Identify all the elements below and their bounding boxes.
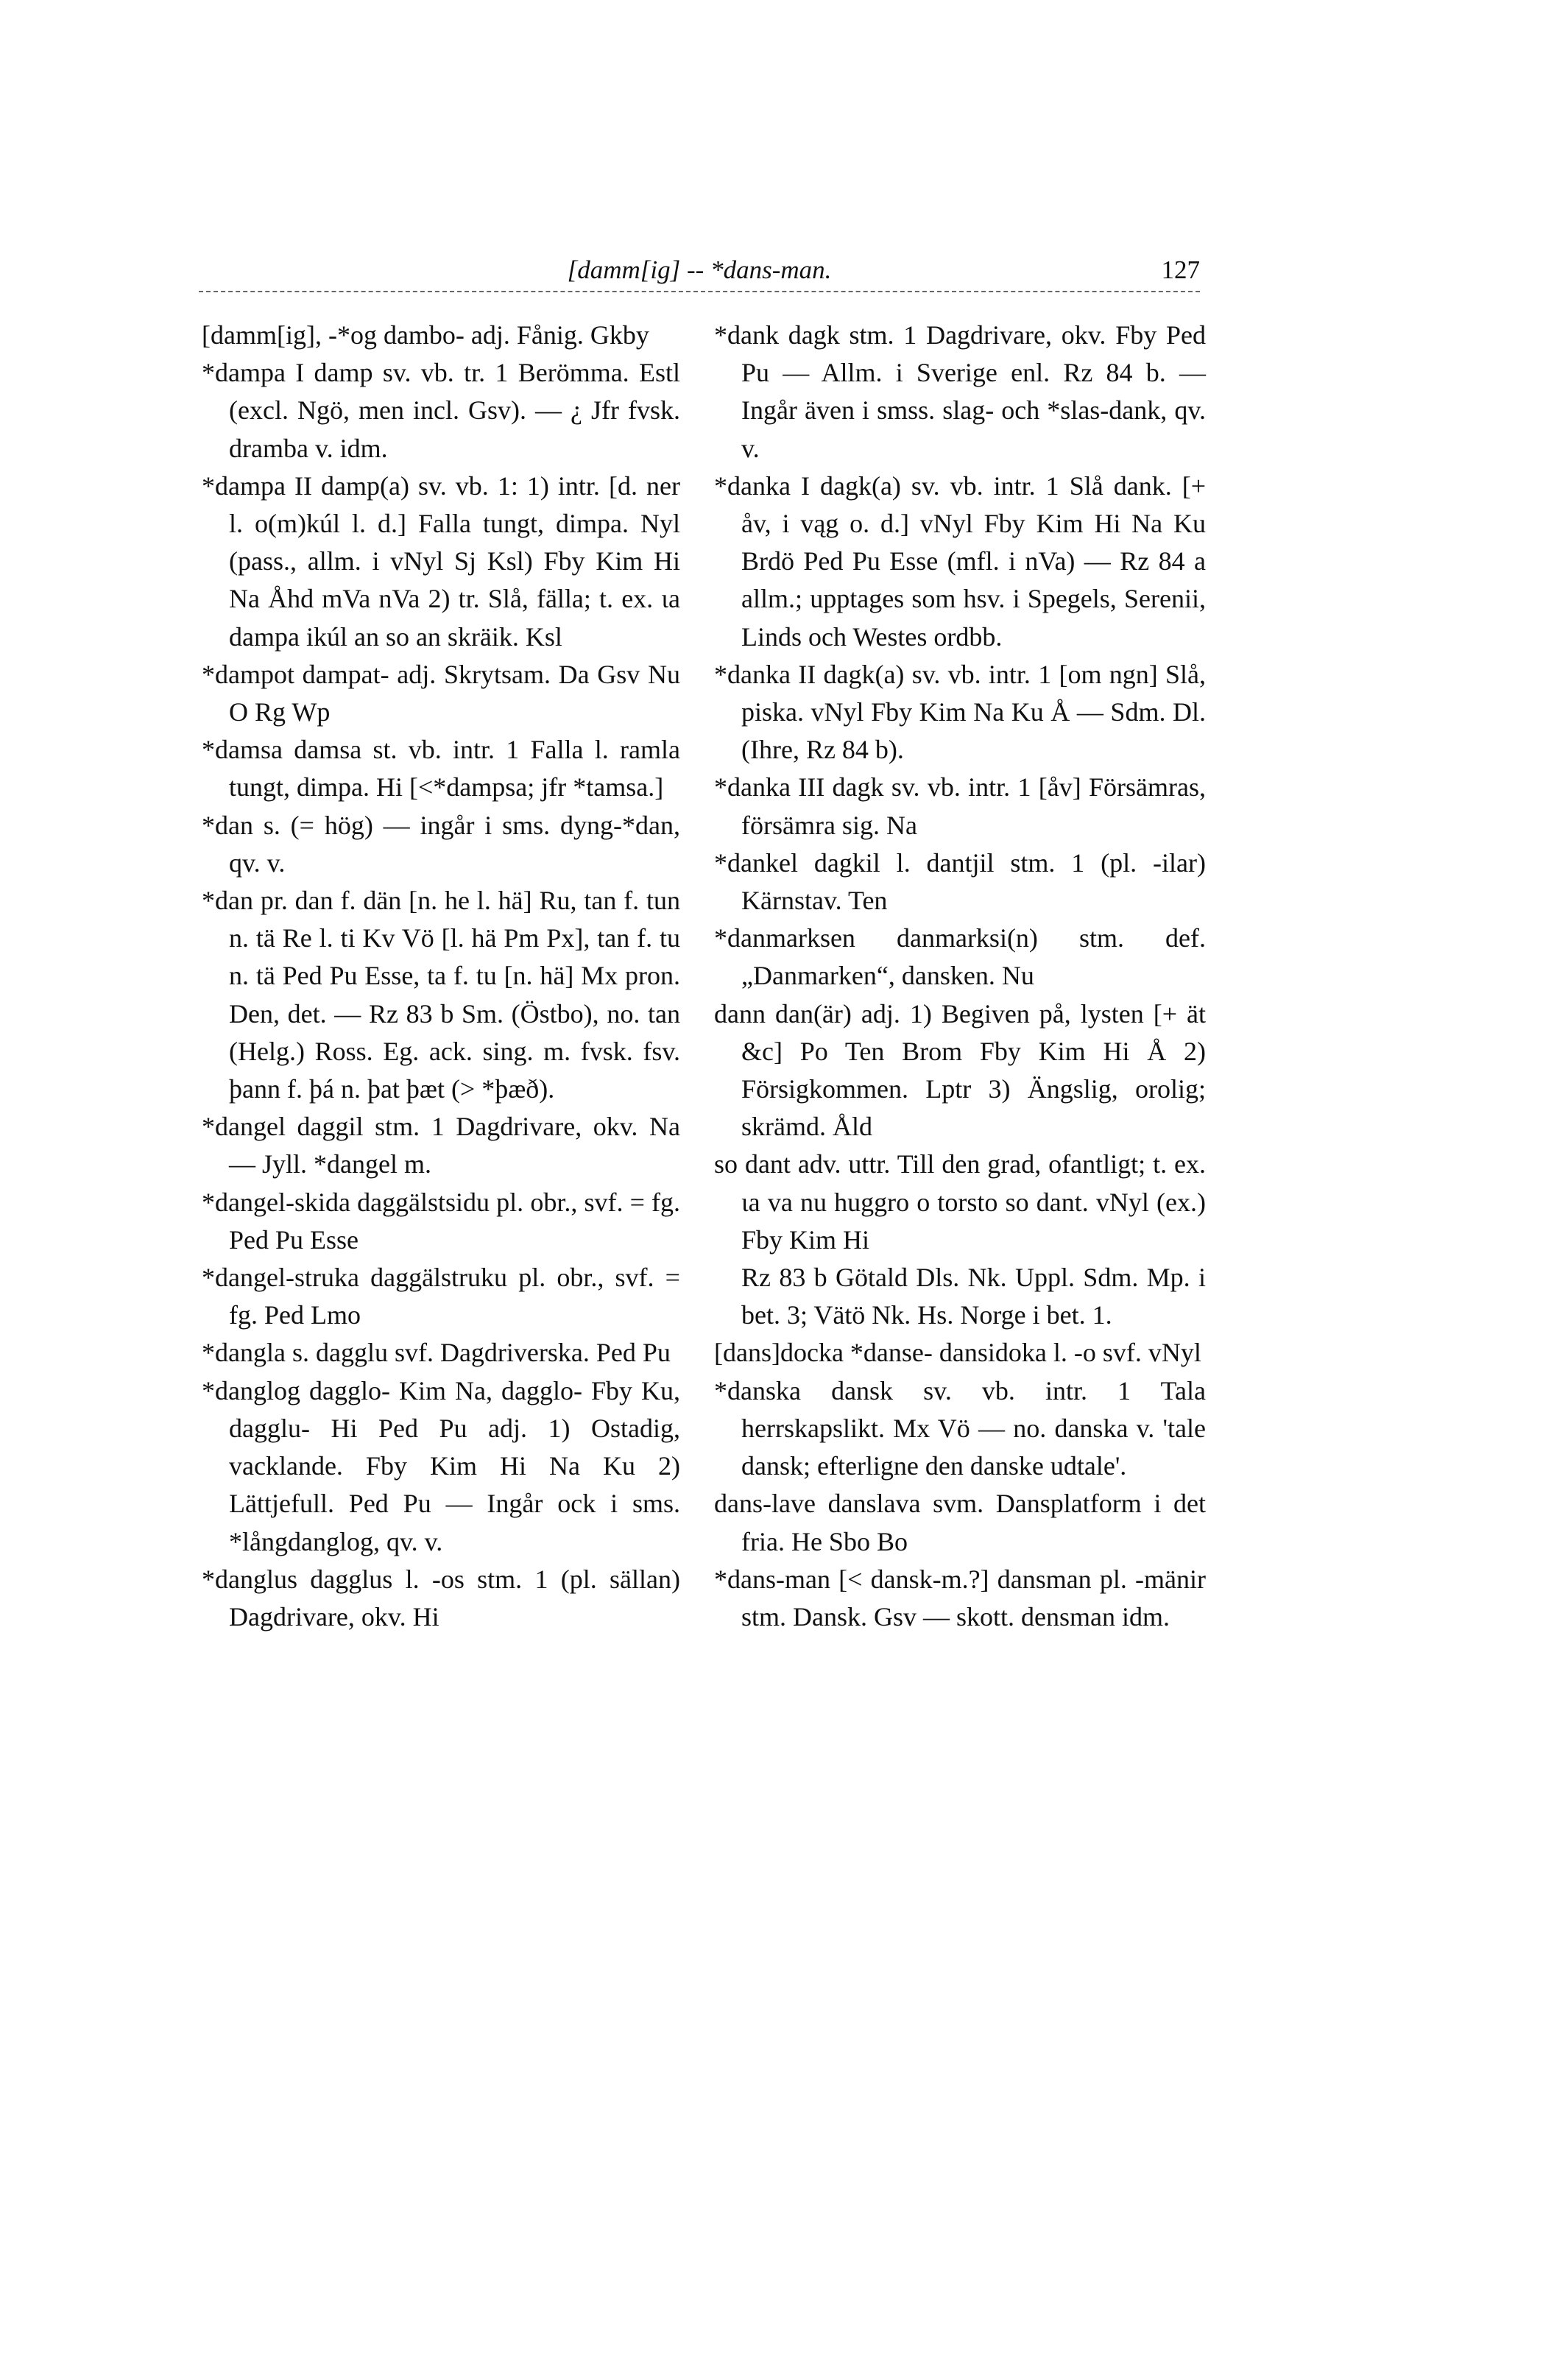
entry-danglus: *danglus dagglus l. -os stm. 1 (pl. sällan) Dagdrivare, okv. Hi (202, 1564, 680, 1631)
entry-dangel-skida: *dangel-skida daggälstsidu pl. obr., svf. = fg. Ped Pu Esse (202, 1187, 680, 1255)
entry-danka-2: *danka II dagk(a) sv. vb. intr. 1 [om ngn] Slå, piska. vNyl Fby Kim Na Ku Å — Sdm. Dl. (Ihre, Rz 84 b). (714, 659, 1206, 765)
entry-dans-lave: dans-lave danslava svm. Dansplatform i det fria. He Sbo Bo (714, 1489, 1206, 1556)
entry-so-dant: so dant adv. uttr. Till den grad, ofantligt; t. ex. ɩa va nu huggro o torsto so dant. vNyl (ex.) Fby Kim Hi (714, 1149, 1206, 1255)
entry-dan-s: *dan s. (= hög) — ingår i sms. dyng-*dan, qv. v. (202, 810, 680, 878)
entry-damsa: *damsa damsa st. vb. intr. 1 Falla l. ramla tungt, dimpa. Hi [<*dampsa; jfr *tamsa.] (202, 735, 680, 802)
entry-dangel: *dangel daggil stm. 1 Dagdrivare, okv. Na — Jyll. *dangel m. (202, 1112, 680, 1179)
entry-dank: *dank dagk stm. 1 Dagdrivare, okv. Fby Ped Pu — Allm. i Sverige enl. Rz 84 b. — Ingår även i smss. slag- och *slas-dank, qv. v. (714, 320, 1206, 463)
running-title: [damm[ig] -- *dans-man. (567, 255, 832, 284)
entry-dann: dann dan(är) adj. 1) Begiven på, lysten [+ ät &c] Po Ten Brom Fby Kim Hi Å 2) Försigkommen. Lptr 3) Ängslig, orolig; skrämd. Åld (714, 998, 1206, 1142)
entry-danka-1: *danka I dagk(a) sv. vb. intr. 1 Slå dank. [+ åv, i vąg o. d.] vNyl Fby Kim Hi Na Ku Brdö Ped Pu Esse (mfl. i nVa) — Rz 84 a allm.; upptages som hsv. i Spegels, Serenii, Linds och Westes ordbb. (714, 470, 1206, 652)
header-rule (199, 291, 1200, 292)
right-column (714, 317, 1206, 1636)
left-column (202, 317, 680, 1636)
entry-danmarksen: *danmarksen danmarksi(n) stm. def. „Danmarken“, dansken. Nu (714, 923, 1206, 991)
running-header (199, 254, 1200, 292)
entry-dangel-struka: *dangel-struka daggälstruku pl. obr., svf. = fg. Ped Lmo (202, 1263, 680, 1330)
entry-dan-pr: *dan pr. dan f. dän [n. he l. hä] Ru, tan f. tun n. tä Re l. ti Kv Vö [l. hä Pm Px], tan f. tu n. tä Ped Pu Esse, ta f. tu [n. hä] Mx pron. Den, det. — Rz 83 b Sm. (Östbo), no. tan (Helg.) Ross. Eg. ack. sing. m. fvsk. fsv. þann f. þá n. þat þæt (> *þæð). (202, 886, 680, 1104)
entry-danka-3: *danka III dagk sv. vb. intr. 1 [åv] Försämras, försämra sig. Na (714, 772, 1206, 840)
entry-dans-man: *dans-man [< dansk-m.?] dansman pl. -mänir stm. Dansk. Gsv — skott. densman idm. (714, 1564, 1206, 1631)
entry-dammig: [damm[ig], -*og dambo- adj. Fånig. Gkby (202, 320, 649, 350)
entry-dann-references: Rz 83 b Götald Dls. Nk. Uppl. Sdm. Mp. i bet. 3; Vätö Nk. Hs. Norge i bet. 1. (741, 1263, 1206, 1330)
entry-dangla: *dangla s. dagglu svf. Dagdriverska. Ped Pu (202, 1338, 671, 1368)
entry-dampa-1: *dampa I damp sv. vb. tr. 1 Berömma. Estl (excl. Ngö, men incl. Gsv). — ¿ Jfr fvsk. dramba v. idm. (202, 358, 680, 463)
entry-dansdocka: [dans]docka *danse- dansidoka l. -o svf. vNyl (714, 1338, 1201, 1368)
entry-dankel: *dankel dagkil l. dantjil stm. 1 (pl. -ilar) Kärnstav. Ten (714, 847, 1206, 916)
entry-danska: *danska dansk sv. vb. intr. 1 Tala herrskapslikt. Mx Vö — no. danska v. 'tale dansk; efterligne den danske udtale'. (714, 1375, 1206, 1481)
entry-danglog: *danglog dagglo- Kim Na, dagglo- Fby Ku, dagglu- Hi Ped Pu adj. 1) Ostadig, vacklande. Fby Kim Hi Na Ku 2) Lättjefull. Ped Pu — Ingår ock i sms. *långdanglog, qv. v. (202, 1375, 680, 1556)
entry-dampot: *dampot dampat- adj. Skrytsam. Da Gsv Nu O Rg Wp (202, 659, 680, 727)
entry-dampa-2: *dampa II damp(a) sv. vb. 1: 1) intr. [d. ner l. o(m)kúl l. d.] Falla tungt, dimpa. Nyl (pass., allm. i vNyl Sj Ksl) Fby Kim Hi Na Åhd mVa nVa 2) tr. Slå, fälla; t. ex. ɩa dampa ikúl an so an skräik. Ksl (202, 470, 680, 652)
page-number: 127 (1161, 255, 1200, 284)
